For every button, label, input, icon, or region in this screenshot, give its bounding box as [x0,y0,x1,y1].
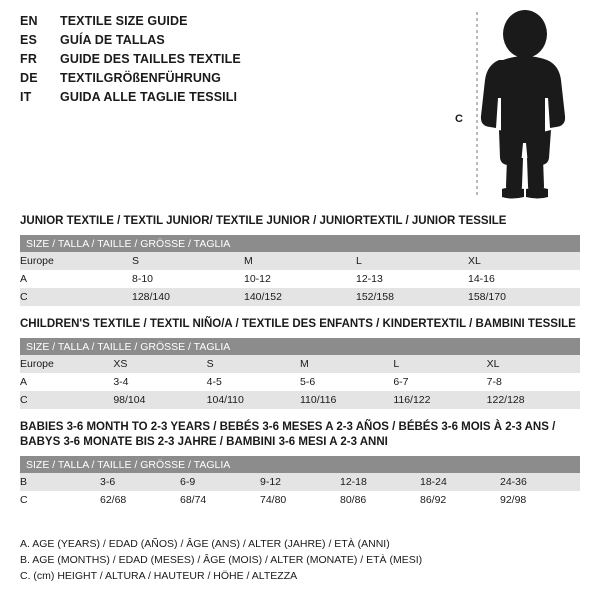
cell: 24-36 [500,473,580,491]
legend [20,536,580,584]
language-title: GUÍA DE TALLAS [60,33,165,47]
language-row [20,71,450,90]
table-head-label: SIZE / TALLA / TAILLE / GRÖSSE / TAGLIA [20,235,580,252]
cell: 18-24 [420,473,500,491]
table-head-label: SIZE / TALLA / TAILLE / GRÖSSE / TAGLIA [20,338,580,355]
cell: XS [113,355,206,373]
language-code: DE [20,71,38,85]
cell: 6-7 [393,373,486,391]
cell: L [356,252,468,270]
cell: 12-18 [340,473,420,491]
section-title: CHILDREN'S TEXTILE / TEXTIL NIÑO/A / TEXTILE DES ENFANTS / KINDERTEXTIL / BAMBINI TESSILE [20,318,576,330]
language-code: FR [20,52,38,66]
cell: M [300,355,393,373]
language-row [20,90,450,109]
cell: 4-5 [207,373,300,391]
language-code: ES [20,33,38,47]
table-row [20,491,580,509]
cell: L [393,355,486,373]
language-row [20,14,450,33]
cell: 9-12 [260,473,340,491]
row-label: C [20,391,113,409]
cell: 10-12 [244,270,356,288]
table-row [20,391,580,409]
section-title: JUNIOR TEXTILE / TEXTIL JUNIOR/ TEXTILE JUNIOR / JUNIORTEXTIL / JUNIOR TESSILE [20,215,507,227]
table-row [20,473,580,491]
cell: 92/98 [500,491,580,509]
table-head-row [20,456,580,473]
cell: 74/80 [260,491,340,509]
legend-line-age-months: B. AGE (MONTHS) / EDAD (MESES) / ÂGE (MOIS) / ALTER (MONATE) / ETÀ (MESI) [20,554,423,566]
row-label: A [20,270,132,288]
size-table-children [20,338,580,409]
cell: 104/110 [207,391,300,409]
table-row [20,373,580,391]
table-head-row [20,338,580,355]
cell: 140/152 [244,288,356,306]
language-header [20,14,450,109]
cell: 116/122 [393,391,486,409]
table-row [20,288,580,306]
cell: S [207,355,300,373]
legend-line-age-years: A. AGE (YEARS) / EDAD (AÑOS) / ÂGE (ANS) / ALTER (JAHRE) / ETÀ (ANNI) [20,538,390,550]
section-childrens-textile [20,317,580,409]
cell: M [244,252,356,270]
cell: XL [487,355,580,373]
row-label: A [20,373,113,391]
cell: 98/104 [113,391,206,409]
row-label: Europe [20,355,113,373]
cell: 3-4 [113,373,206,391]
row-label: B [20,473,100,491]
language-title: TEXTILE SIZE GUIDE [60,14,188,28]
cell: 128/140 [132,288,244,306]
language-code: EN [20,14,38,28]
cell: 12-13 [356,270,468,288]
language-row [20,33,450,52]
row-label: Europe [20,252,132,270]
child-silhouette-icon [455,8,590,203]
cell: 3-6 [100,473,180,491]
row-label: C [20,288,132,306]
legend-line-height: C. (cm) HEIGHT / ALTURA / HAUTEUR / HÖHE / ALTEZZA [20,570,298,582]
size-table-junior [20,235,580,306]
cell: 62/68 [100,491,180,509]
cell: 110/116 [300,391,393,409]
row-label: C [20,491,100,509]
size-table-babies [20,456,580,509]
language-code: IT [20,90,32,104]
section-babies-textile [20,420,580,509]
cell: 6-9 [180,473,260,491]
cell: 14-16 [468,270,580,288]
section-junior-textile [20,214,580,306]
table-row [20,355,580,373]
cell: 152/158 [356,288,468,306]
cell: 80/86 [340,491,420,509]
cell: XL [468,252,580,270]
height-measure-label: C [455,113,463,125]
language-title: GUIDA ALLE TAGLIE TESSILI [60,90,238,104]
language-row [20,52,450,71]
language-title: GUIDE DES TAILLES TEXTILE [60,52,241,66]
cell: 7-8 [487,373,580,391]
cell: 122/128 [487,391,580,409]
cell: S [132,252,244,270]
table-head-label: SIZE / TALLA / TAILLE / GRÖSSE / TAGLIA [20,456,580,473]
cell: 8-10 [132,270,244,288]
cell: 86/92 [420,491,500,509]
language-title: TEXTILGRÖßENFÜHRUNG [60,71,221,85]
cell: 5-6 [300,373,393,391]
table-row [20,252,580,270]
table-row [20,270,580,288]
section-title: BABIES 3-6 MONTH TO 2-3 YEARS / BEBÉS 3-6 MESES A 2-3 AÑOS / BÉBÉS 3-6 MOIS À 2-3 ANS / BABYS 3-6 MONATE BIS 2-3 JAHRE / BAMBINI 3-6 MESI A 2-3 ANNI [20,421,556,448]
cell: 158/170 [468,288,580,306]
table-head-row [20,235,580,252]
cell: 68/74 [180,491,260,509]
child-silhouette-figure [455,8,590,203]
